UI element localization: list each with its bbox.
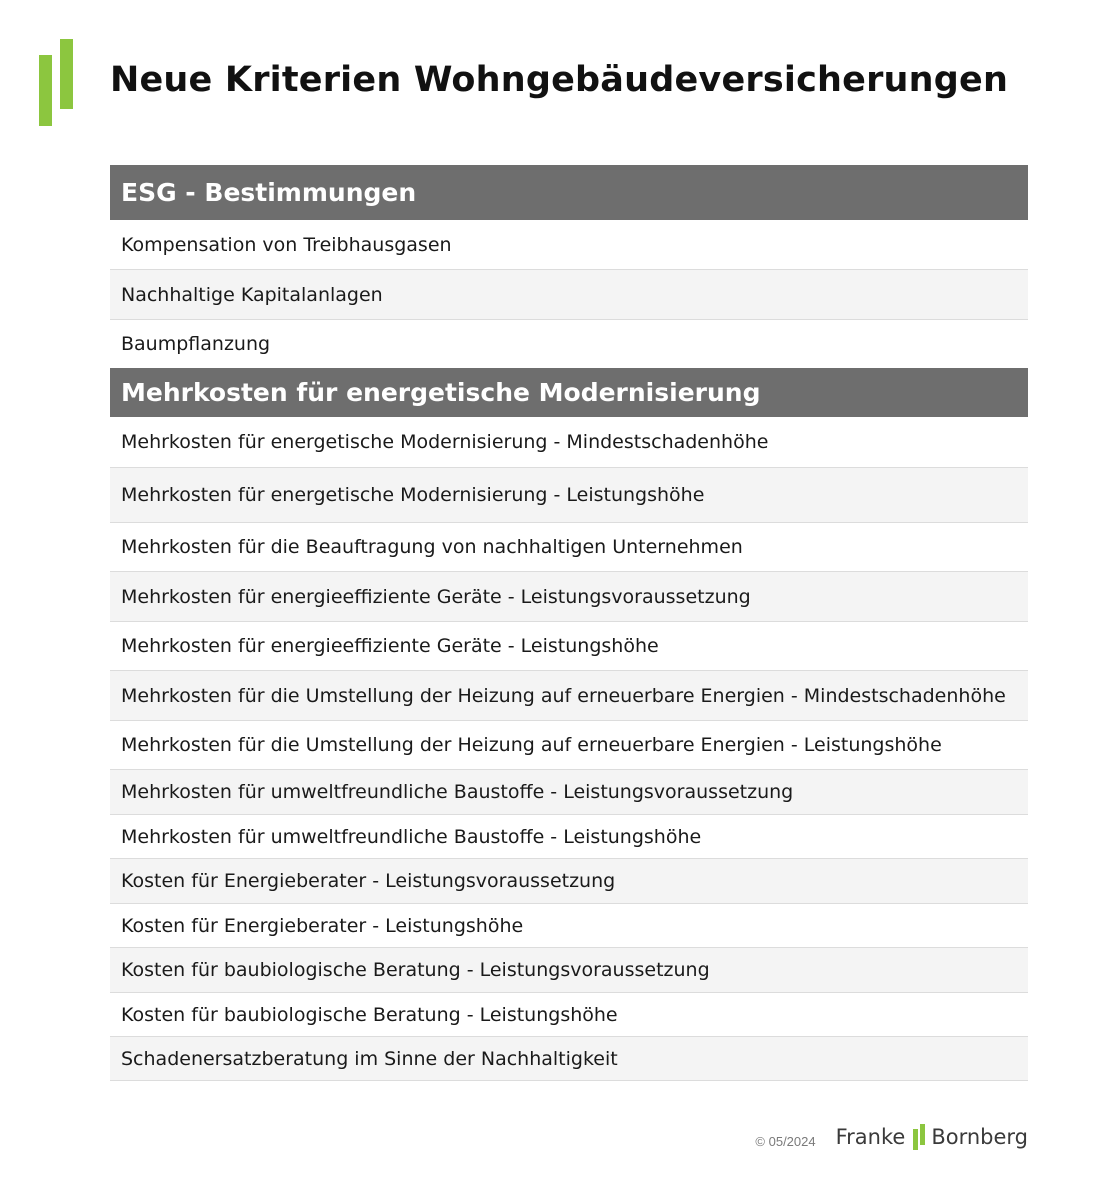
copyright-note: © 05/2024 (755, 1133, 816, 1149)
logo-word-bornberg: Bornberg (931, 1125, 1028, 1149)
table-row: Mehrkosten für die Umstellung der Heizung auf erneuerbare Energien - Leistungshöhe (110, 720, 1028, 769)
logo-word-franke: Franke (835, 1125, 906, 1149)
footer (755, 1124, 1028, 1150)
table-row: Mehrkosten für die Umstellung der Heizung auf erneuerbare Energien - Mindestschadenhöhe (110, 670, 1028, 720)
table-row: Kompensation von Treibhausgasen (121, 233, 452, 256)
brand-bar-right (60, 39, 73, 109)
brand-bar-left (39, 55, 52, 126)
logo-bars-icon (912, 1124, 926, 1150)
table-row: Kosten für baubiologische Beratung - Leistungsvoraussetzung (110, 947, 1028, 992)
table-row: Kosten für baubiologische Beratung - Leistungshöhe (110, 992, 1028, 1036)
table-row: Kosten für Energieberater - Leistungsvoraussetzung (110, 858, 1028, 903)
table-row: Mehrkosten für umweltfreundliche Baustoffe - Leistungsvoraussetzung (110, 769, 1028, 814)
table-row: Schadenersatzberatung im Sinne der Nachhaltigkeit (110, 1036, 1028, 1081)
table-row: Mehrkosten für umweltfreundliche Baustoffe - Leistungshöhe (110, 814, 1028, 858)
table-row: Nachhaltige Kapitalanlagen (110, 269, 1028, 319)
table-row: Mehrkosten für energieeffiziente Geräte - Leistungsvoraussetzung (110, 571, 1028, 621)
table-row: Mehrkosten für die Beauftragung von nachhaltigen Unternehmen (110, 522, 1028, 571)
criteria-table (110, 165, 1028, 1081)
section-header: ESG - Bestimmungen (110, 165, 1028, 220)
section-header: Mehrkosten für energetische Modernisierung (110, 368, 1028, 417)
page-title: Neue Kriterien Wohngebäudeversicherungen (110, 60, 1009, 100)
brand-bars-icon (38, 38, 78, 128)
table-row: Mehrkosten für energetische Modernisierung - Leistungshöhe (110, 467, 1028, 522)
table-row: Kosten für Energieberater - Leistungshöhe (110, 903, 1028, 947)
table-row: Mehrkosten für energieeffiziente Geräte - Leistungshöhe (110, 621, 1028, 670)
table-row: Mehrkosten für energetische Modernisierung - Mindestschadenhöhe (121, 431, 769, 453)
franke-bornberg-logo (836, 1124, 1028, 1150)
table-row: Baumpflanzung (110, 319, 1028, 368)
